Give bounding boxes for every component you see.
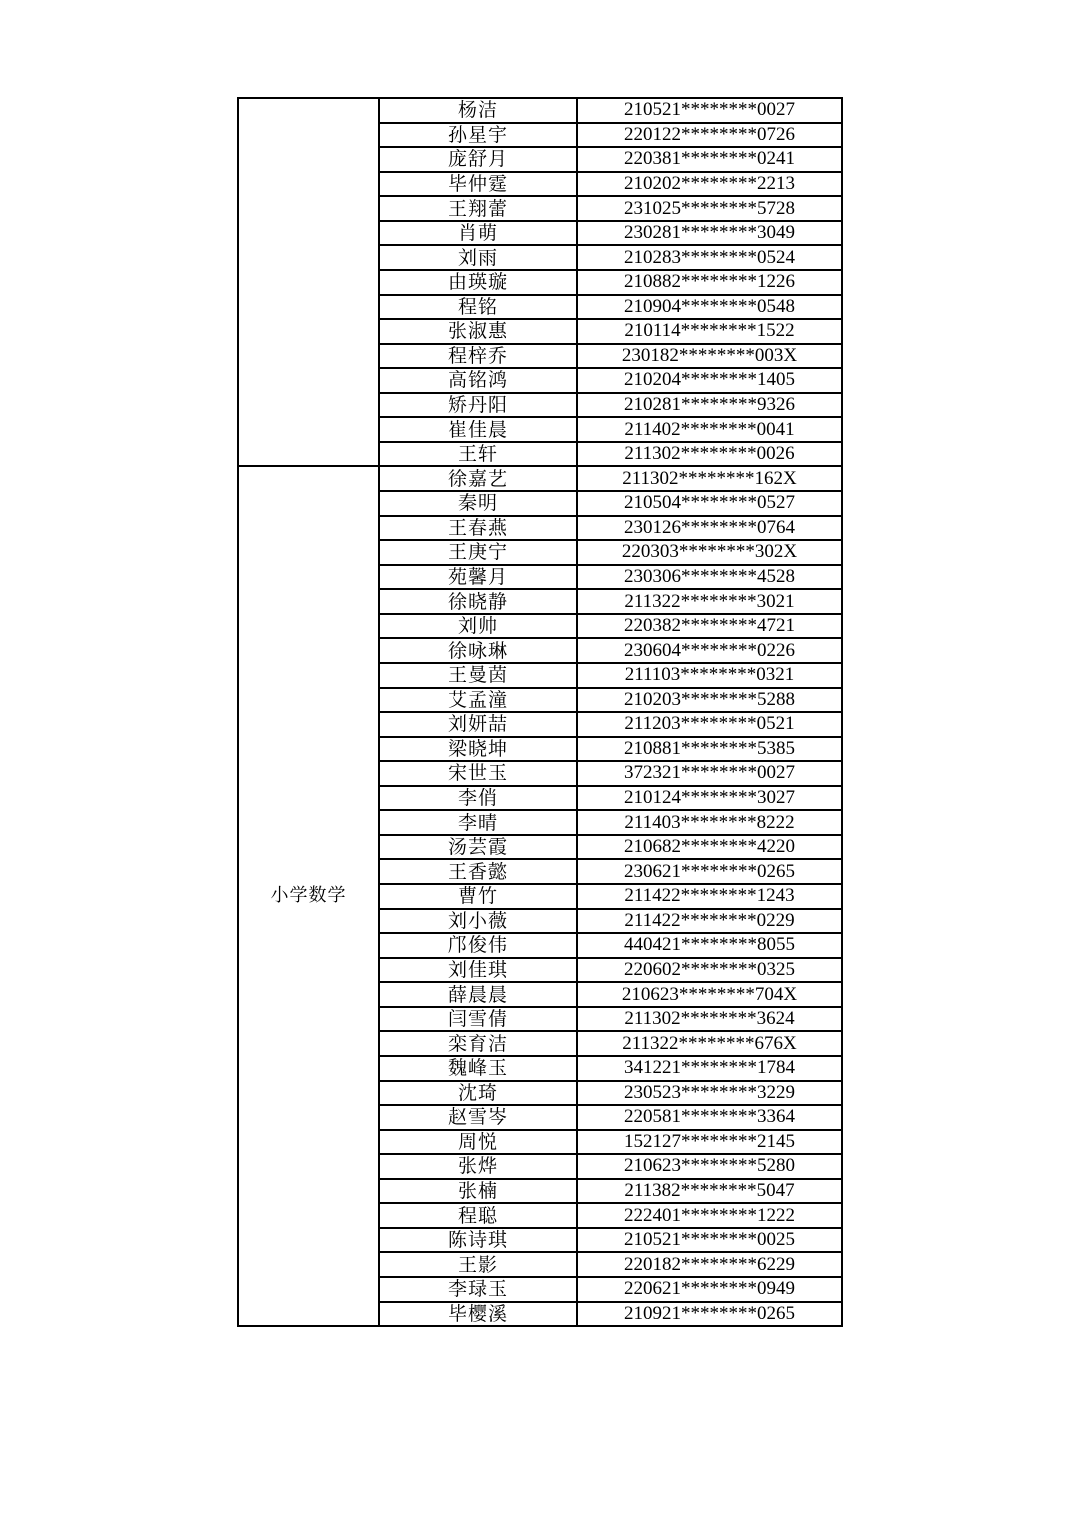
candidate-table-body: [238, 98, 842, 1326]
id-number-cell: 211322********3021: [577, 589, 842, 614]
candidate-table: [237, 97, 843, 1327]
id-number-cell: 210682********4220: [577, 835, 842, 860]
id-number-cell: 230621********0265: [577, 859, 842, 884]
id-number-cell: 211422********0229: [577, 909, 842, 934]
id-number-cell: 210124********3027: [577, 786, 842, 811]
name-cell: 曹竹: [379, 884, 577, 909]
id-number-cell: 210504********0527: [577, 491, 842, 516]
name-cell: 刘小薇: [379, 909, 577, 934]
name-cell: 邝俊伟: [379, 933, 577, 958]
id-number-cell: 230604********0226: [577, 638, 842, 663]
name-cell: 王庚宁: [379, 540, 577, 565]
name-cell: 王影: [379, 1252, 577, 1277]
name-cell: 王曼茵: [379, 663, 577, 688]
id-number-cell: 211322********676X: [577, 1031, 842, 1056]
name-cell: 李晴: [379, 810, 577, 835]
name-cell: 李俏: [379, 786, 577, 811]
name-cell: 孙星宇: [379, 123, 577, 148]
id-number-cell: 211302********162X: [577, 466, 842, 491]
id-number-cell: 220182********6229: [577, 1252, 842, 1277]
name-cell: 刘帅: [379, 614, 577, 639]
name-cell: 周悦: [379, 1130, 577, 1155]
id-number-cell: 341221********1784: [577, 1056, 842, 1081]
table-row: [238, 98, 842, 123]
name-cell: 崔佳晨: [379, 417, 577, 442]
id-number-cell: 230306********4528: [577, 565, 842, 590]
name-cell: 程聪: [379, 1203, 577, 1228]
id-number-cell: 230523********3229: [577, 1081, 842, 1106]
name-cell: 闫雪倩: [379, 1007, 577, 1032]
id-number-cell: 210114********1522: [577, 319, 842, 344]
id-number-cell: 222401********1222: [577, 1203, 842, 1228]
name-cell: 刘雨: [379, 245, 577, 270]
id-number-cell: 220381********0241: [577, 147, 842, 172]
id-number-cell: 210623********704X: [577, 982, 842, 1007]
name-cell: 宋世玉: [379, 761, 577, 786]
name-cell: 刘佳琪: [379, 958, 577, 983]
name-cell: 苑馨月: [379, 565, 577, 590]
id-number-cell: 152127********2145: [577, 1130, 842, 1155]
name-cell: 王春燕: [379, 516, 577, 541]
name-cell: 艾孟潼: [379, 688, 577, 713]
name-cell: 高铭鸿: [379, 368, 577, 393]
name-cell: 王轩: [379, 442, 577, 467]
id-number-cell: 210881********5385: [577, 737, 842, 762]
name-cell: 陈诗琪: [379, 1228, 577, 1253]
id-number-cell: 210623********5280: [577, 1154, 842, 1179]
id-number-cell: 210283********0524: [577, 245, 842, 270]
name-cell: 张淑惠: [379, 319, 577, 344]
id-number-cell: 230126********0764: [577, 516, 842, 541]
id-number-cell: 230182********003X: [577, 344, 842, 369]
id-number-cell: 440421********8055: [577, 933, 842, 958]
name-cell: 程铭: [379, 295, 577, 320]
name-cell: 李琭玉: [379, 1277, 577, 1302]
subject-cell: 小学数学: [238, 466, 379, 1326]
name-cell: 王香懿: [379, 859, 577, 884]
name-cell: 毕仲霆: [379, 172, 577, 197]
name-cell: 程梓乔: [379, 344, 577, 369]
name-cell: 由瑛璇: [379, 270, 577, 295]
id-number-cell: 230281********3049: [577, 221, 842, 246]
id-number-cell: 211382********5047: [577, 1179, 842, 1204]
id-number-cell: 220581********3364: [577, 1105, 842, 1130]
id-number-cell: 211422********1243: [577, 884, 842, 909]
name-cell: 魏峰玉: [379, 1056, 577, 1081]
id-number-cell: 210203********5288: [577, 688, 842, 713]
name-cell: 矫丹阳: [379, 393, 577, 418]
id-number-cell: 220122********0726: [577, 123, 842, 148]
id-number-cell: 220382********4721: [577, 614, 842, 639]
name-cell: 薛晨晨: [379, 982, 577, 1007]
id-number-cell: 210921********0265: [577, 1302, 842, 1327]
id-number-cell: 210521********0025: [577, 1228, 842, 1253]
name-cell: 汤芸霞: [379, 835, 577, 860]
id-number-cell: 210521********0027: [577, 98, 842, 123]
name-cell: 梁晓坤: [379, 737, 577, 762]
name-cell: 秦明: [379, 491, 577, 516]
name-cell: 庞舒月: [379, 147, 577, 172]
table-row: [238, 466, 842, 491]
id-number-cell: 210904********0548: [577, 295, 842, 320]
name-cell: 栾育洁: [379, 1031, 577, 1056]
id-number-cell: 210281********9326: [577, 393, 842, 418]
id-number-cell: 210202********2213: [577, 172, 842, 197]
name-cell: 徐晓静: [379, 589, 577, 614]
id-number-cell: 220621********0949: [577, 1277, 842, 1302]
id-number-cell: 211402********0041: [577, 417, 842, 442]
id-number-cell: 211302********0026: [577, 442, 842, 467]
id-number-cell: 211103********0321: [577, 663, 842, 688]
id-number-cell: 220303********302X: [577, 540, 842, 565]
name-cell: 张楠: [379, 1179, 577, 1204]
id-number-cell: 210882********1226: [577, 270, 842, 295]
name-cell: 赵雪岑: [379, 1105, 577, 1130]
id-number-cell: 211302********3624: [577, 1007, 842, 1032]
name-cell: 王翔蕾: [379, 196, 577, 221]
id-number-cell: 372321********0027: [577, 761, 842, 786]
subject-cell: [238, 98, 379, 466]
id-number-cell: 220602********0325: [577, 958, 842, 983]
id-number-cell: 211203********0521: [577, 712, 842, 737]
id-number-cell: 231025********5728: [577, 196, 842, 221]
name-cell: 徐嘉艺: [379, 466, 577, 491]
name-cell: 毕樱溪: [379, 1302, 577, 1327]
name-cell: 刘妍喆: [379, 712, 577, 737]
name-cell: 肖萌: [379, 221, 577, 246]
name-cell: 徐咏琳: [379, 638, 577, 663]
name-cell: 张烨: [379, 1154, 577, 1179]
name-cell: 沈琦: [379, 1081, 577, 1106]
id-number-cell: 211403********8222: [577, 810, 842, 835]
id-number-cell: 210204********1405: [577, 368, 842, 393]
name-cell: 杨洁: [379, 98, 577, 123]
